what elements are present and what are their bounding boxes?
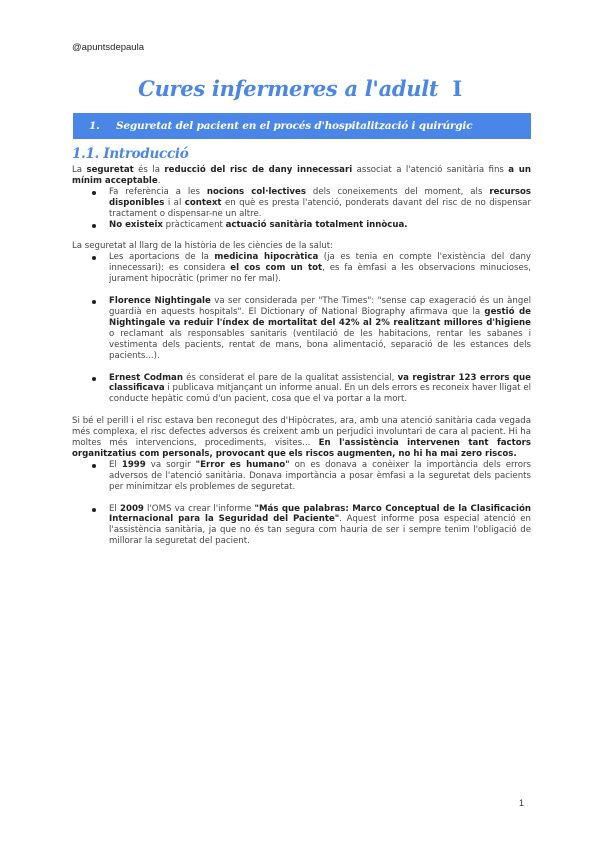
history-bullet-list — [72, 252, 531, 405]
text: és considerat el pare de la qualitat assistencial, — [182, 372, 398, 383]
bold-text: nocions col·lectives — [206, 186, 306, 197]
list-item — [72, 504, 531, 548]
bold-text: "Más que palabras: Marco Conceptual de la Clasificación Internacional para la Seguridad del Paciente" — [109, 503, 531, 525]
bold-text: actuació sanitària totalment innòcua. — [225, 219, 408, 230]
bold-text: "Error es humano" — [195, 459, 290, 470]
text: . — [157, 175, 161, 186]
bold-text: recursos disponibles — [109, 186, 531, 208]
bold-text: context — [184, 197, 222, 208]
list-item — [72, 252, 531, 285]
spacer — [72, 405, 531, 416]
bold-text: el cos com un tot — [230, 263, 323, 274]
bold-text: reducció del risc de dany innecessari — [164, 165, 353, 175]
bold-text: a un mínim acceptable — [72, 165, 531, 186]
list-item — [72, 220, 531, 231]
bold-text: seguretat — [86, 165, 134, 175]
document-title-text: Cures infermeres a l'adult — [138, 76, 439, 101]
text: és la — [133, 165, 165, 175]
bold-text: 2009 — [119, 503, 144, 514]
bold-text: En l'assistència intervenen tant factors organitzatius com personals, provocant que els riscos augmenten, no hi ha mai zero riscos. — [72, 438, 532, 459]
risk-paragraph — [72, 416, 531, 460]
text: on es donava a conèixer la importància dels errors adversos de l'atenció sanitària. Donava importància a posar èmfasi a la seguretat dels pacients per minimitzar els problemes de seguretat. — [109, 459, 531, 492]
text: dels coneixements del moment, als — [305, 186, 490, 197]
text: o reclamant als responsables sanitaris (ventilació de les habitacions, rentar les sabanes i vestimenta dels pacients, rentat de mans, bona alimentació, separació de les estances dels pacients...). — [109, 328, 531, 361]
bold-text: Ernest Codman — [109, 372, 183, 383]
text: associat a l'atenció sanitària fins — [352, 165, 509, 175]
list-item — [72, 460, 531, 493]
text: en què es presta l'atenció, ponderats davant del risc de no dispensar tractament o dispensar-ne un altre. — [109, 197, 531, 219]
risk-bullet-list — [72, 460, 531, 547]
text: Les aportacions de la — [109, 252, 215, 263]
list-item — [72, 187, 531, 220]
bold-text: Florence Nightingale — [109, 296, 211, 307]
text: i al — [164, 197, 185, 208]
subsection-title: 1.1. Introducció — [72, 146, 189, 162]
document-title-roman: I — [452, 76, 462, 101]
text: , es fa èmfasi a les observacions minucioses, jurament hipocràtic (primer no fer mal). — [109, 263, 532, 285]
text: l'OMS va crear l'informe — [143, 503, 255, 514]
history-intro: La seguretat al llarg de la història de les ciències de la salut: — [72, 241, 334, 252]
text: (ja es tenia en compte l'existència del dany innecessari): es considera — [109, 252, 531, 274]
text: El — [109, 459, 122, 470]
text: El — [109, 503, 120, 514]
text: Si bé el perill i el risc estava ben reconegut des d'Hipòcrates, ara, amb una atenció sanitària cada vegada més complexa, el risc defectes adversos és creixent amb un perjudici involuntari de cara al pacient. Hi ha moltes més intervencions, procediments, visites... — [72, 416, 531, 449]
bold-text: va registrar 123 errors que classificava — [109, 372, 531, 394]
document-title — [0, 76, 600, 101]
section-title: Seguretat del pacient en el procés d'hospitalització i quirúrgic — [116, 120, 473, 132]
list-item — [72, 373, 531, 406]
list-item — [72, 296, 531, 361]
text: va ser considerada per "The Times": "sense cap exageració és un àngel guardià en aquests hospitals". El Dictionary of National Biography afirmava que la — [109, 296, 531, 317]
bold-text: 1999 — [121, 459, 146, 470]
text: La — [72, 165, 87, 175]
document-body — [72, 165, 531, 547]
spacer — [72, 362, 531, 373]
intro-paragraph — [72, 165, 531, 187]
author-handle: @apuntsdepaula — [72, 42, 144, 53]
intro-bullet-list — [72, 187, 531, 231]
text: i publicava mitjançant un informe anual. En un dels errors es reconeix haver lligat el conducte hepàtic comú d'un pacient, cosa que el va portar a la mort. — [109, 383, 531, 405]
text: va sorgir — [145, 459, 196, 470]
spacer — [72, 230, 531, 241]
spacer — [72, 493, 531, 504]
section-heading-bar — [73, 113, 531, 139]
bold-text: gestió de Nightingale va reduir l'índex de mortalitat del 42% al 2% realitzant millores d'higiene — [109, 306, 531, 328]
text: Fa referència a les — [109, 186, 207, 197]
page-number: 1 — [519, 798, 525, 808]
section-number: 1. — [89, 120, 100, 132]
text: . Aquest informe posa especial atenció en l'assistència sanitària, ja que no és tan segura com hauria de ser i sempre tenim l'obligació de millorar la seguretat del pacient. — [109, 514, 531, 547]
bold-text: No existeix — [109, 219, 163, 230]
text: pràcticament — [162, 219, 226, 230]
bold-text: medicina hipocràtica — [214, 252, 319, 263]
spacer — [72, 285, 531, 296]
